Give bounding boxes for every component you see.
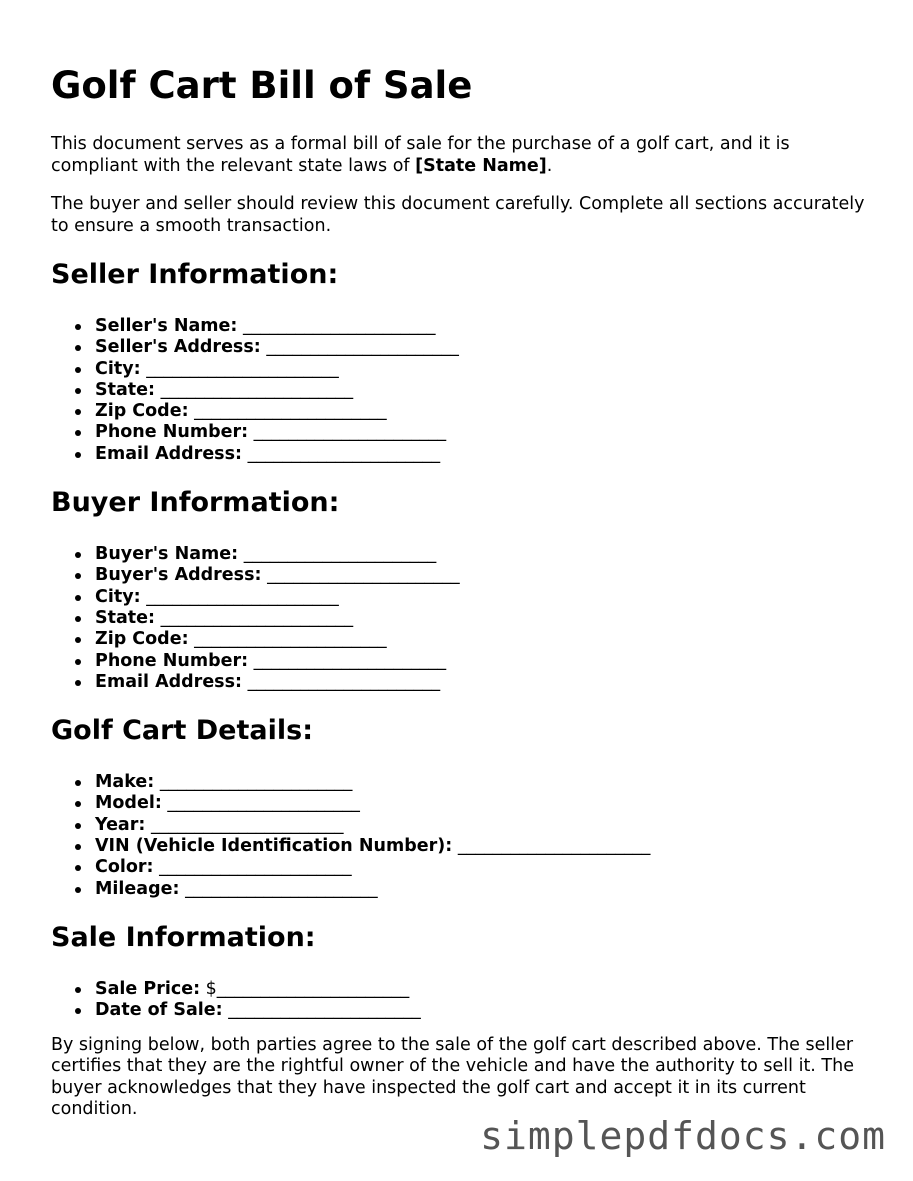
field-blank[interactable]: ______________________ (159, 772, 353, 793)
field-label: State: (95, 379, 156, 400)
field-blank[interactable]: ______________________ (247, 671, 441, 692)
sale-info-heading: Sale Information: (51, 921, 316, 953)
field-label: Zip Code: (95, 401, 189, 422)
buyer-fields (51, 544, 871, 693)
field-label: City: (95, 358, 141, 379)
field-blank[interactable]: ______________________ (267, 565, 460, 586)
field-blank[interactable]: ______________________ (242, 316, 436, 336)
field-blank[interactable]: ______________________ (247, 443, 441, 464)
seller-zip-field[interactable] (95, 401, 871, 422)
field-blank[interactable]: ______________________ (194, 401, 387, 422)
field-blank[interactable]: ______________________ (457, 836, 651, 857)
field-label: Date of Sale: (95, 1000, 223, 1021)
field-label: Color: (95, 857, 154, 878)
cart-color-field[interactable] (95, 857, 871, 878)
field-blank[interactable]: ______________________ (228, 1000, 421, 1021)
cart-model-field[interactable] (95, 793, 871, 814)
buyer-name-field[interactable] (95, 544, 871, 565)
seller-fields (51, 316, 871, 465)
buyer-address-field[interactable] (95, 565, 871, 586)
field-label: Phone Number: (95, 422, 249, 443)
field-blank[interactable]: ______________________ (146, 358, 339, 379)
field-label: Buyer's Address: (95, 565, 262, 586)
seller-state-field[interactable] (95, 380, 871, 401)
document-title: Golf Cart Bill of Sale (51, 64, 473, 107)
field-label: Sale Price: (95, 978, 201, 999)
field-label: Zip Code: (95, 629, 189, 650)
field-label: Email Address: (95, 443, 243, 464)
field-label: Email Address: (95, 671, 243, 692)
cart-mileage-field[interactable] (95, 879, 871, 900)
field-blank[interactable]: ______________________ (243, 544, 437, 565)
field-blank[interactable]: ______________________ (194, 629, 387, 650)
field-label: City: (95, 586, 141, 607)
intro-text: This document serves as a formal bill of sale for the purchase of a golf cart, and it is compliant with the relevant state laws of (51, 134, 790, 176)
field-label: Seller's Name: (95, 316, 238, 336)
field-label: Mileage: (95, 878, 180, 899)
intro-paragraph (51, 134, 871, 177)
seller-phone-field[interactable] (95, 422, 871, 443)
cart-details-heading: Golf Cart Details: (51, 715, 313, 747)
cart-year-field[interactable] (95, 815, 871, 836)
seller-email-field[interactable] (95, 444, 871, 465)
field-label: Make: (95, 772, 155, 793)
field-label: Buyer's Name: (95, 544, 239, 565)
document-page (51, 62, 871, 1138)
buyer-zip-field[interactable] (95, 629, 871, 650)
seller-heading: Seller Information: (51, 259, 339, 290)
buyer-heading: Buyer Information: (51, 487, 340, 519)
seller-city-field[interactable] (95, 359, 871, 380)
field-blank[interactable]: ______________________ (253, 422, 447, 443)
cart-make-field[interactable] (95, 772, 871, 793)
watermark: simplepdfdocs.com (480, 1114, 886, 1158)
field-label: Year: (95, 814, 146, 835)
buyer-state-field[interactable] (95, 608, 871, 629)
field-blank[interactable]: ______________________ (167, 793, 360, 814)
sale-date-field[interactable] (95, 1000, 871, 1021)
field-blank[interactable]: ______________________ (253, 650, 447, 671)
field-label: Model: (95, 793, 162, 814)
buyer-phone-field[interactable] (95, 651, 871, 672)
field-blank[interactable]: ______________________ (150, 814, 344, 835)
field-blank[interactable]: ______________________ (160, 379, 354, 400)
field-blank[interactable]: ______________________ (159, 857, 352, 878)
cart-fields (51, 772, 871, 900)
field-blank[interactable]: ______________________ (185, 878, 378, 899)
buyer-email-field[interactable] (95, 672, 871, 693)
field-blank[interactable]: ______________________ (146, 586, 339, 607)
agreement-paragraph: By signing below, both parties agree to the sale of the golf cart described above. The seller certifies that they are the rightful owner of the vehicle and have the authority to sell it. The buyer acknowledges that they have inspected the golf cart and accept it in its current condition. (51, 1034, 854, 1120)
sale-price-field[interactable] (95, 979, 871, 1000)
field-label: VIN (Vehicle Identification Number): (95, 836, 453, 857)
field-blank[interactable]: $______________________ (205, 978, 410, 999)
field-label: State: (95, 607, 156, 628)
seller-name-field[interactable] (95, 316, 871, 337)
field-blank[interactable]: ______________________ (266, 337, 459, 358)
state-name-placeholder: [State Name] (415, 155, 547, 176)
review-note: The buyer and seller should review this document carefully. Complete all sections accurately to ensure a smooth transaction. (51, 194, 865, 236)
field-label: Seller's Address: (95, 337, 261, 358)
intro-text-end: . (546, 155, 553, 176)
sale-fields (51, 979, 871, 1022)
cart-vin-field[interactable] (95, 836, 871, 857)
buyer-city-field[interactable] (95, 587, 871, 608)
field-blank[interactable]: ______________________ (160, 607, 354, 628)
field-label: Phone Number: (95, 650, 249, 671)
seller-address-field[interactable] (95, 337, 871, 358)
